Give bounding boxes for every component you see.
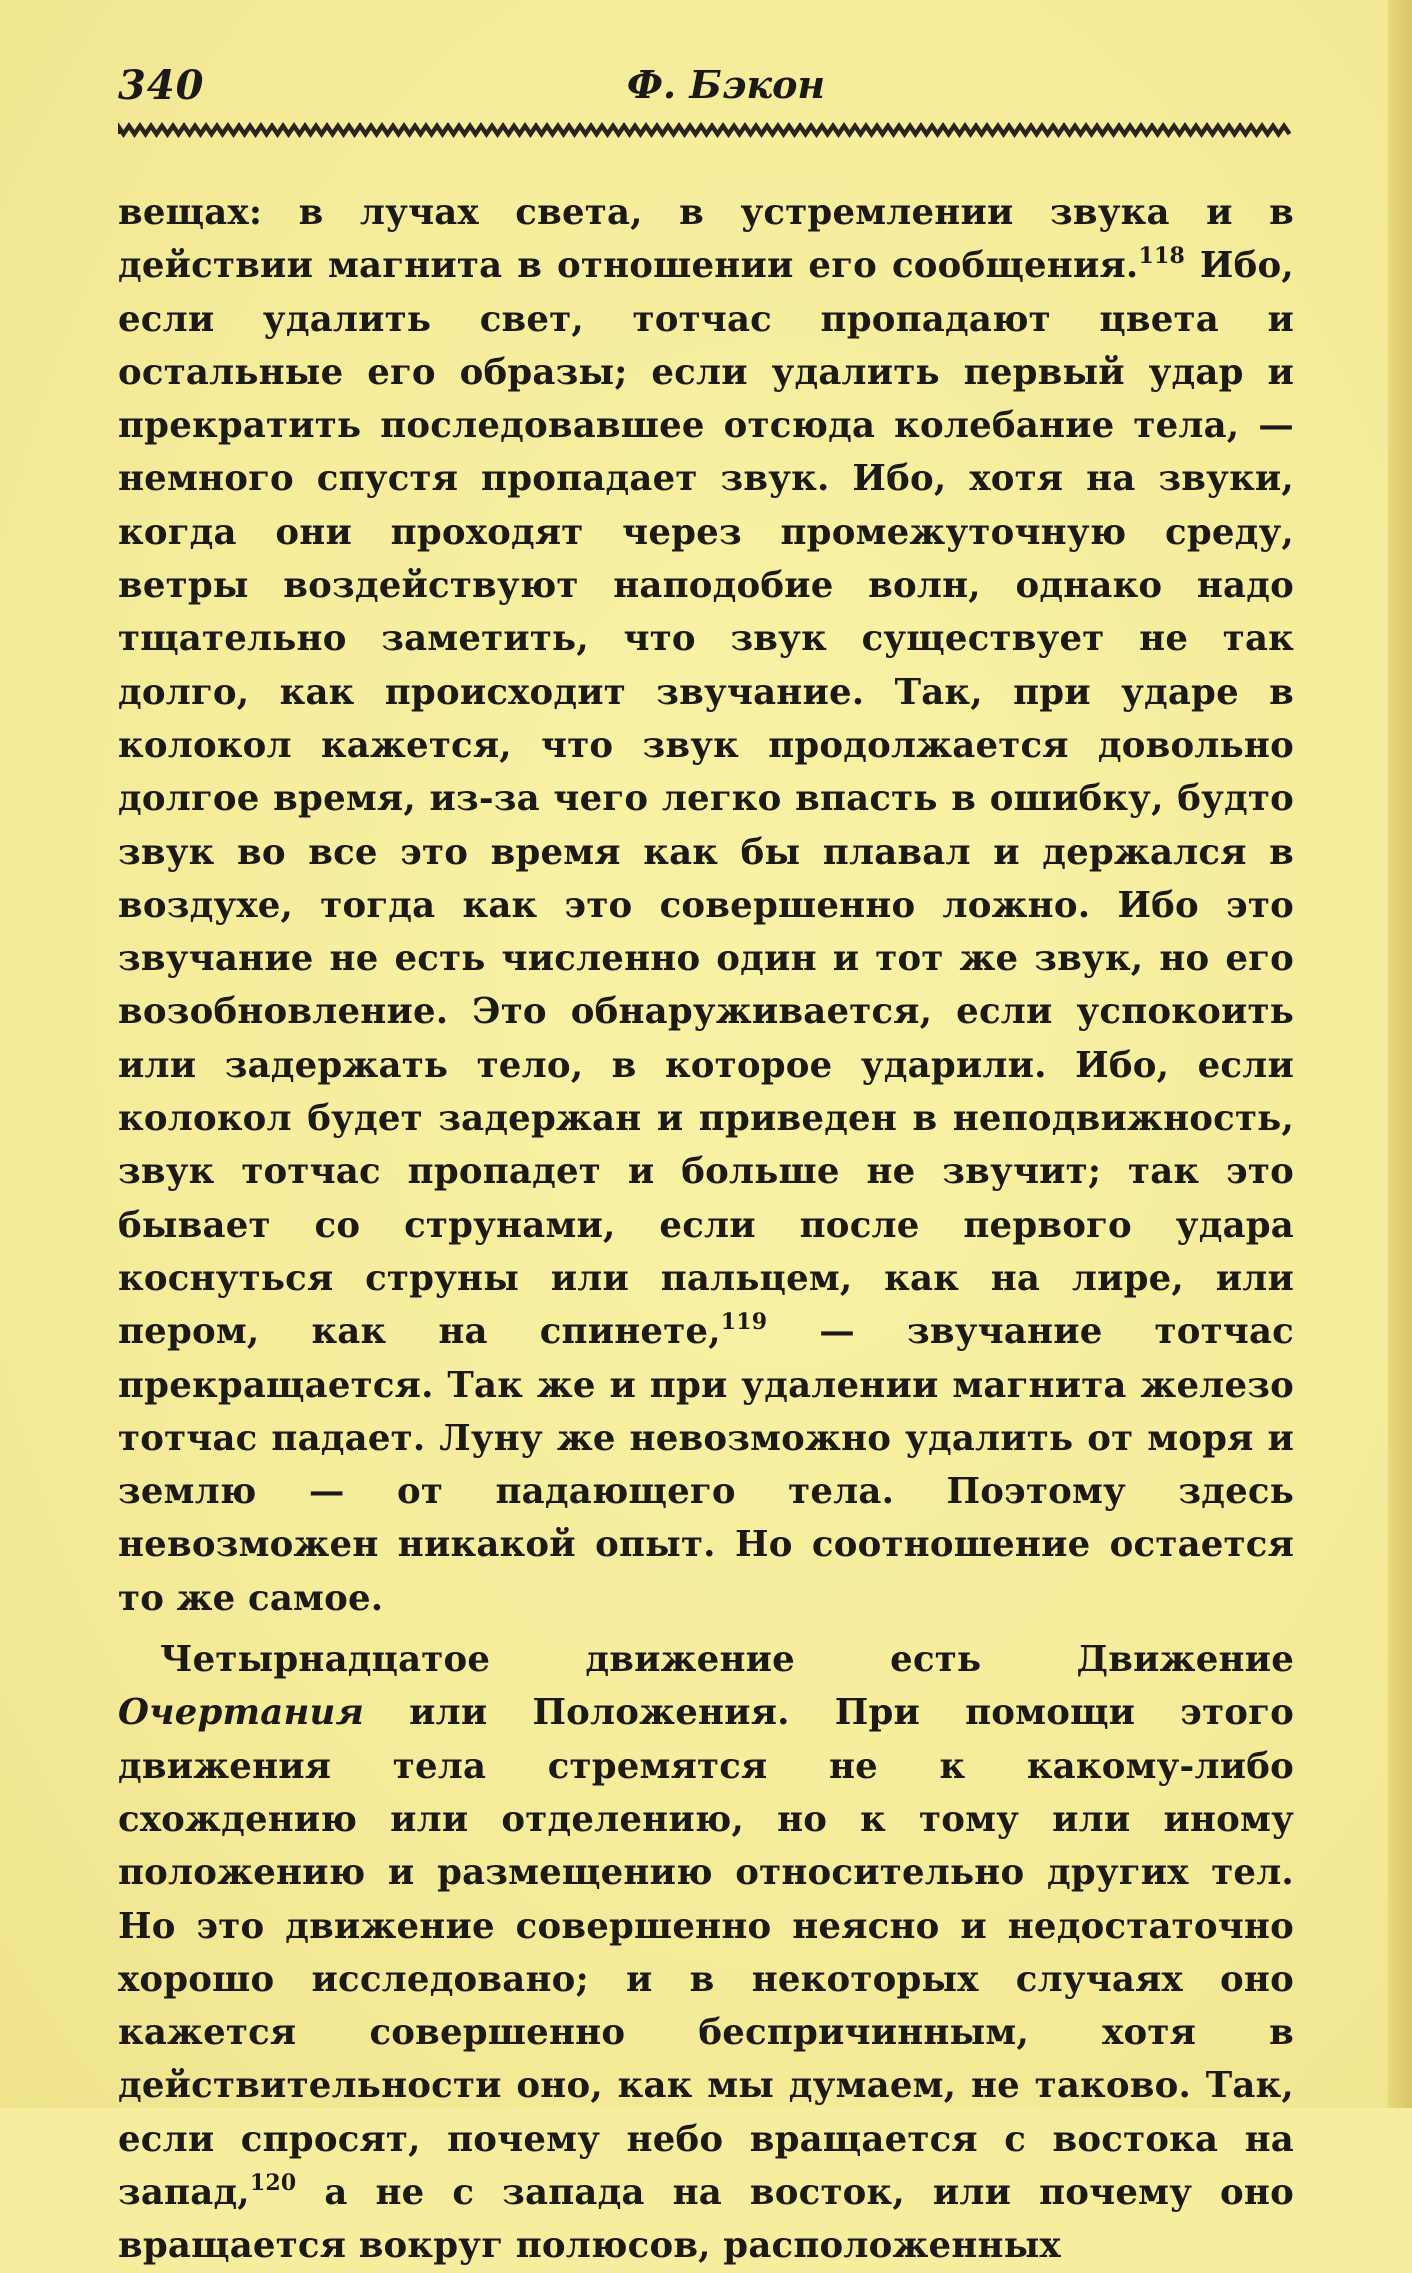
page-number: 340 [118, 62, 205, 109]
page-edge [1388, 0, 1412, 2108]
text-run: а не с запада на восток, или почему оно вращается вокруг полюсов, расположенных [118, 2171, 1294, 2267]
text-run: — звучание тотчас прекращается. Так же и при удалении магнита железо тотчас падает. Луну же невозможно удалить от моря и землю — от падающего тела. Поэтому здесь невозможен никакой опыт. Но соотношение остается то же самое. [118, 1311, 1294, 1619]
footnote-marker: 118 [1138, 243, 1186, 270]
text-run: Ибо, если удалить свет, тотчас пропадают цвета и остальные его образы; если удалить первый удар и прекратить последовавшее отсюда колебание тела, — немного спустя пропадает звук. Ибо, хотя на звуки, когда они проходят через промежуточную среду, ветры воздействуют наподобие волн, однако надо тщательно заметить, что звук существует не так долго, как происходит звучание. Так, при ударе в колокол кажется, что звук продолжается довольно долгое время, из-за чего легко впасть в ошибку, будто звук во все это время как бы плавал и держался в воздухе, тогда как это совершенно ложно. Ибо это звучание не есть численно один и тот же звук, но его возобновление. Это обнаруживается, если успокоить или задержать тело, в которое ударили. Ибо, если колокол будет задержан и приведен в неподвижность, звук тотчас пропадет и больше не звучит; так это бывает со струнами, если после первого удара коснуться струны или пальцем, как на лире, или пером, как на спинете, [118, 245, 1294, 1353]
text-run: вещах: в лучах света, в устремлении звука и в действии магнита в отношении его сообщения. [118, 192, 1294, 287]
running-head: Ф. Бэкон [626, 62, 826, 107]
text-run: или Положения. При помощи этого движения тела стремятся не к какому-либо схождению или отделению, но к тому или иному положению и размещению относительно других тел. Но это движение совершенно неясно и недостаточно хорошо исследовано; и в некоторых случаях оно кажется совершенно беспричинным, хотя в действительности оно, как мы думаем, не таково. Так, если спросят, почему небо вращается с востока на запад, [118, 1692, 1294, 2213]
page-header [118, 62, 1294, 122]
footnote-marker: 120 [249, 2169, 297, 2196]
text-run: Четырнадцатое движение есть Движение [160, 1639, 1294, 1681]
body-text [118, 186, 1294, 2273]
paragraph [118, 1633, 1294, 2273]
footnote-marker: 119 [720, 1309, 768, 1336]
header-ornament-rule [118, 122, 1294, 138]
italic-term: Очертания [118, 1692, 365, 1734]
paragraph [118, 186, 1294, 1625]
